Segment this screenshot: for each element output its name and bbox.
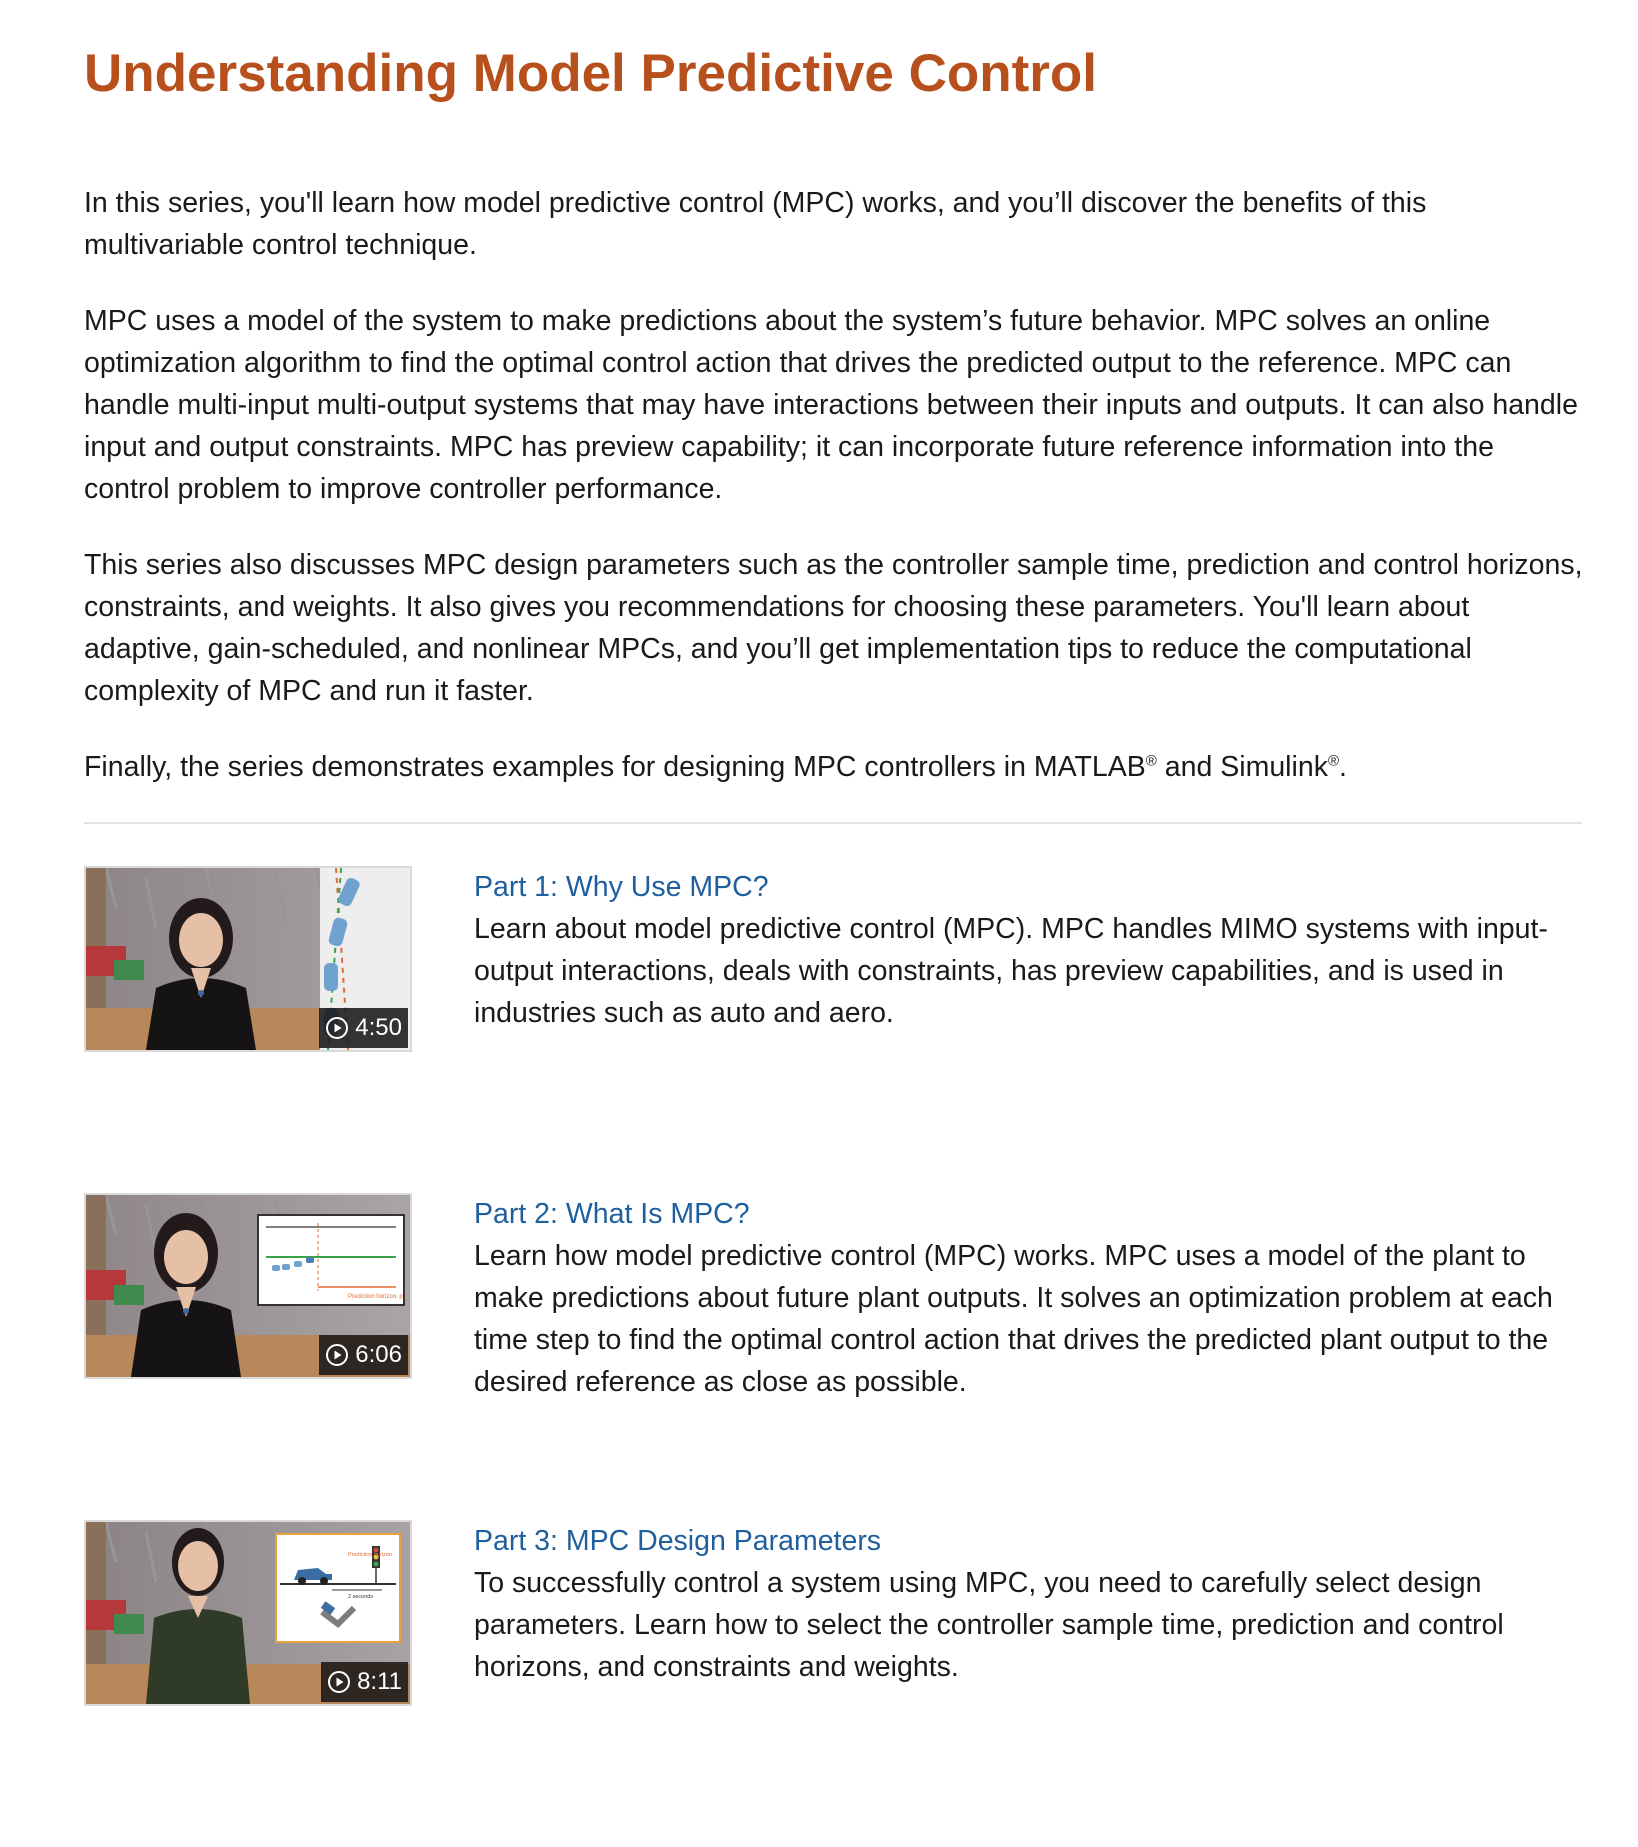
video-description: Learn how model predictive control (MPC) works. MPC uses a model of the plant to make predictions about future plant outputs. It solves an optimization problem at each time step to find the optimal control action that drives the predicted plant output to the desired reference as close as possible. — [474, 1240, 1553, 1398]
video-thumbnail[interactable] — [84, 1193, 412, 1379]
play-circle-icon — [327, 1670, 351, 1694]
video-thumbnail[interactable] — [84, 866, 412, 1052]
video-item — [84, 866, 1582, 1193]
intro-p4-suffix: . — [1339, 751, 1347, 783]
thumb-caption: Prediction horizon — [348, 1552, 393, 1558]
intro-paragraph-1: In this series, you'll learn how model predictive control (MPC) works, and you’ll discover the benefits of this multivariable control technique. — [84, 187, 1427, 261]
section-divider — [84, 822, 1582, 824]
intro-paragraph-2: MPC uses a model of the system to make predictions about the system’s future behavior. MPC solves an online optimization algorithm to find the optimal control action that drives the predicted output to the reference. MPC can handle multi-input multi-output systems that may have interactions between their inputs and outputs. It can also handle input and output constraints. MPC has preview capability; it can incorporate future reference information into the control problem to improve controller performance. — [84, 305, 1578, 505]
intro-p4-prefix: Finally, the series demonstrates examples for designing MPC controllers in MATLAB — [84, 751, 1146, 783]
intro-paragraph-3: This series also discusses MPC design parameters such as the controller sample time, prediction and control horizons, constraints, and weights. It also gives you recommendations for choosing these parameters. You'll learn about adaptive, gain-scheduled, and nonlinear MPCs, and you’ll get implementation tips to reduce the computational complexity of MPC and run it faster. — [84, 549, 1583, 707]
video-title-link[interactable]: Part 2: What Is MPC? — [474, 1198, 750, 1230]
video-duration: 4:50 — [355, 1014, 402, 1041]
registered-mark: ® — [1145, 752, 1157, 770]
play-circle-icon — [325, 1343, 349, 1367]
video-list — [84, 866, 1582, 1847]
video-duration-badge — [319, 1008, 408, 1048]
video-duration-badge — [321, 1662, 408, 1702]
video-description: To successfully control a system using MPC, you need to carefully select design parameters. Learn how to select the controller sample time, prediction and control horizons, and constraints and weights. — [474, 1567, 1504, 1683]
video-text — [474, 866, 1582, 1034]
play-circle-icon — [325, 1016, 349, 1040]
video-duration: 6:06 — [355, 1341, 402, 1368]
page-title: Understanding Model Predictive Control — [84, 44, 1097, 103]
video-item — [84, 1193, 1582, 1520]
thumb-caption-2: 2 seconds — [348, 1594, 374, 1600]
thumb-caption: Prediction horizon, p — [348, 1294, 403, 1300]
intro-p4-mid: and Simulink — [1156, 751, 1328, 783]
video-thumbnail[interactable] — [84, 1520, 412, 1706]
registered-mark: ® — [1327, 752, 1340, 770]
video-description: Learn about model predictive control (MPC). MPC handles MIMO systems with input-output interactions, deals with constraints, has preview capabilities, and is used in industries such as auto and aero. — [474, 913, 1548, 1029]
intro-section — [84, 182, 1584, 788]
video-text — [474, 1193, 1582, 1403]
intro-paragraph-4 — [84, 746, 1584, 788]
video-duration: 8:11 — [357, 1668, 402, 1695]
video-item — [84, 1520, 1582, 1847]
video-title-link[interactable]: Part 3: MPC Design Parameters — [474, 1525, 882, 1557]
video-title-link[interactable]: Part 1: Why Use MPC? — [474, 871, 769, 903]
video-duration-badge — [319, 1335, 408, 1375]
video-text — [474, 1520, 1582, 1688]
